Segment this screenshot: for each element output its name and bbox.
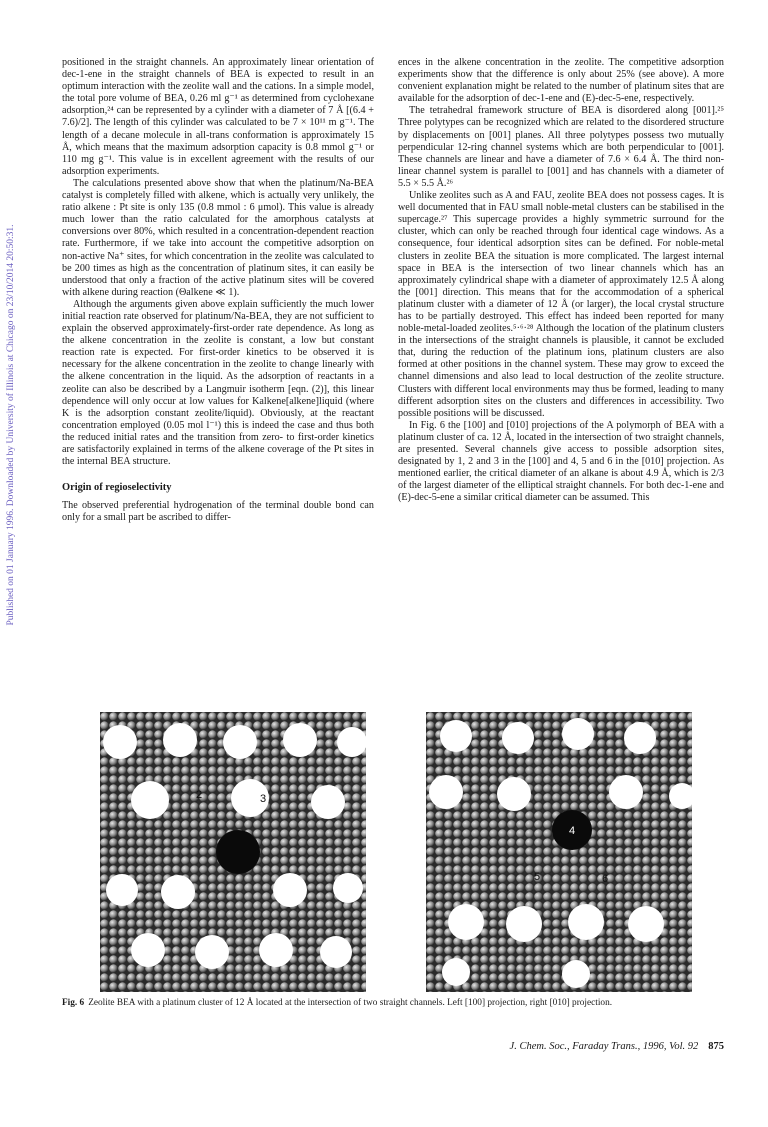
figure-caption xyxy=(62,998,724,1009)
paragraph: ences in the alkene concentration in the zeolite. The competitive adsorption experiments show that the difference is only about 25% (see above). A more convenient explanation might be related to the number of platinum sites that are available for the adsorption of dec-1-ene and (E)-dec-5-ene, respectively. xyxy=(398,57,724,105)
paragraph: Although the arguments given above explain sufficiently the much lower initial reaction rate observed for platinum/Na-BEA, they are not sufficient to explain the observed approximately-first-order rate dependence. As long as the alkene concentration in the zeolite is constant, a low but constant reaction rate is expected. For first-order kinetics to be observed it is necessary for the alkene concentration in the zeolite to change linearly with the alkene concentration in the liquid. As the adsorption of reactants in a zeolite can also be described by a Langmuir isotherm [eqn. (2)], this linear dependence will only occur at low values for Kalkene[alkene]liquid (where K is the adsorption constant zeolite/liquid). Obviously, at the reactant concentration employed (0.05 mol l⁻¹) this is indeed the case and thus both the reduced initial rates and the transition from zero- to first-order kinetics are satisfactorily explained in terms of the alkene coverage of the Pt sites in the internal BEA structure. xyxy=(62,298,374,468)
site-label: 6 xyxy=(602,873,609,885)
paragraph: positioned in the straight channels. An approximately linear orientation of dec-1-ene in the straight channels of BEA is expected to result in an optimum interaction with the zeolite wall and the cations. In a simple model, the total pore volume of BEA, 0.26 ml g⁻¹ as determined from cyclohexane adsorption,²⁴ can be represented by a cylinder with a diameter of 7 Å [(6.4 + 7.6)/2]. The length of this cylinder was calculated to be 7 × 10¹¹ m g⁻¹. The length of a decane molecule in all-trans conformation is approximately 15 Å, which means that the maximum adsorption capacity is 0.8 mmol g⁻¹ or 110 mg g⁻¹. This value is in excellent agreement with the results of our adsorption experiments. xyxy=(62,57,374,177)
site-label: 3 xyxy=(260,793,267,805)
paragraph: The calculations presented above show that when the platinum/Na-BEA catalyst is completely filled with alkene, which is actually very unlikely, the ratio alkene : Pt site is only 135 (0.8 mmol : 6 μmol). This value is already much lower than the ratio calculated for the amorphous catalysts at conversions over 80%, which resulted in a concentration-dependent reaction rate. Furthermore, if we take into account the competitive adsorption on non-active Na⁺ sites, for which concentration in the zeolite was calculated to be 200 times as high as the concentration of platinum sites, it can easily be understood that only a fraction of the active platinum sites will be covered with alkene during reaction (Θalkene ≪ 1). xyxy=(62,177,374,298)
paragraph: Unlike zeolites such as A and FAU, zeolite BEA does not possess cages. It is well documented that in FAU small noble-metal clusters can be stabilised in the supercage.²⁷ This supercage provides a highly symmetric surround for the cluster, which can only be reached through four identical cage windows. As a consequence, four identical adsorption sites can be defined. For noble-metal clusters in zeolite BEA the situation is more complicated. The largest internal space in BEA is the intersection of two linear channels which has an approximately cylindrical shape with a diameter of approximately 12.5 Å along the [001] direction. This means that for the accommodation of a spherical platinum cluster with a diameter of 12 Å (or larger), the local crystal structure has to be partially destroyed. This effect has indeed been reported for many noble-metal-loaded zeolites.⁵·⁶·²⁸ Although the location of the platinum clusters in the intersections of the straight channels is plausible, it cannot be excluded that, during the reduction of the platinum ions, platinum clusters are also formed at other positions in the channel system. These may grow to exceed the channel dimensions and also lead to local destruction of the zeolite structure. Clusters with different local environments may thus be formed, leading to many different adsorption sites on the clusters and differences in accessibility. Two possible positions will be discussed. xyxy=(398,190,724,419)
zeolite-projection-010 xyxy=(426,712,692,992)
download-notice-text: Published on 01 January 1996. Downloaded by University of Illinois at Chicago on 23/10/2014 20:50:31. xyxy=(6,224,16,626)
paragraph: The observed preferential hydrogenation of the terminal double bond can only for a small part be ascribed to differ- xyxy=(62,500,374,524)
caption-text: Zeolite BEA with a platinum cluster of 12 Å located at the intersection of two straight channels. Left [100] projection, right [010] projection. xyxy=(88,998,613,1008)
section-heading: Origin of regioselectivity xyxy=(62,482,172,494)
journal-citation: J. Chem. Soc., Faraday Trans., 1996, Vol. 92 xyxy=(509,1041,699,1052)
figure-6 xyxy=(100,712,692,992)
platinum-cluster xyxy=(216,830,260,874)
right-column xyxy=(398,57,724,504)
zeolite-projection-100 xyxy=(100,712,366,992)
site-label: 5 xyxy=(534,871,541,883)
left-column xyxy=(62,57,374,524)
page-number: 875 xyxy=(708,1041,724,1052)
download-notice xyxy=(4,215,18,635)
caption-label: Fig. 6 xyxy=(62,998,85,1008)
site-label: 4 xyxy=(569,825,576,837)
page-footer xyxy=(440,1041,724,1052)
paragraph: The tetrahedral framework structure of BEA is disordered along [001].²⁵ Three polytypes can be recognized which are related to the disordered structure by displacements on [001] planes. All three polytypes possess two mutually perpendicular 12-ring channel systems which are both perpendicular to [001]. These channels are linear and have a diameter of 7.6 × 6.4 Å. The third non-linear channel system is parallel to [001] and has channels with a diameter of 5.5 × 5.5 Å.²⁶ xyxy=(398,105,724,189)
paragraph: In Fig. 6 the [100] and [010] projections of the A polymorph of BEA with a platinum cluster of ca. 12 Å, located in the intersection of two straight channels, are presented. Several channels give access to possible adsorption sites, designated by 1, 2 and 3 in the [100] and 4, 5 and 6 in the [010] projection. As mentioned earlier, the critical diameter of an alkane is about 4.9 Å, which is 2/3 of the largest diameter of the elliptical straight channels. For both dec-1-ene and (E)-dec-5-ene a similar critical diameter can be assumed. This xyxy=(398,419,724,504)
site-label: 2 xyxy=(196,789,203,801)
